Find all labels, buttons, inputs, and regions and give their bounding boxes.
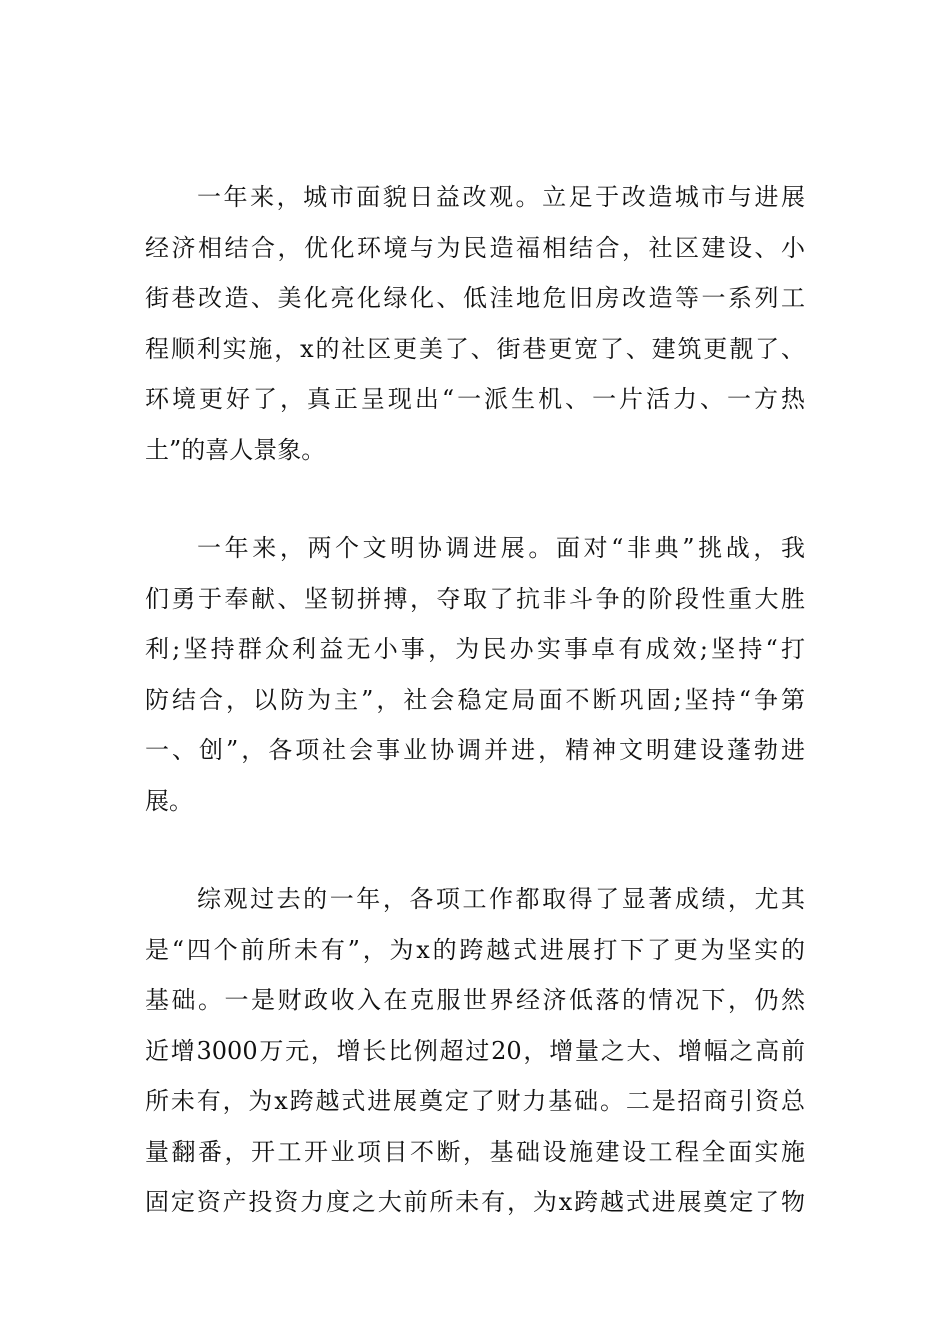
paragraph-line: 程顺利实施，x的社区更美了、街巷更宽了、建筑更靓了、	[145, 334, 805, 363]
paragraph-line: 们勇于奉献、坚韧拼搏，夺取了抗非斗争的阶段性重大胜	[145, 584, 805, 613]
paragraph-line: 量翻番，开工开业项目不断，基础设施建设工程全面实施	[145, 1137, 805, 1166]
paragraph-line: 环境更好了，真正呈现出“一派生机、一片活力、一方热	[145, 385, 805, 413]
paragraph-2	[145, 523, 805, 826]
paragraph-line: 街巷改造、美化亮化绿化、低洼地危旧房改造等一系列工	[145, 284, 805, 312]
paragraph-line: 基础。一是财政收入在克服世界经济低落的情况下，仍然	[145, 986, 805, 1014]
paragraph-3	[145, 874, 805, 1228]
paragraph-line: 是“四个前所未有”，为x的跨越式进展打下了更为坚实的	[145, 935, 805, 964]
paragraph-1	[145, 172, 805, 475]
paragraph-line: 土”的喜人景象。	[145, 435, 326, 464]
paragraph-line: 一、创”，各项社会事业协调并进，精神文明建设蓬勃进	[145, 736, 805, 764]
paragraph-line: 一年来，两个文明协调进展。面对“非典”挑战，我	[197, 534, 805, 562]
paragraph-line: 利;坚持群众利益无小事，为民办实事卓有成效;坚持“打	[145, 635, 805, 663]
paragraph-line: 经济相结合，优化环境与为民造福相结合，社区建设、小	[145, 233, 805, 262]
paragraph-line: 近增3000万元，增长比例超过20，增量之大、增幅之高前	[145, 1036, 805, 1065]
paragraph-line: 所未有，为x跨越式进展奠定了财力基础。二是招商引资总	[145, 1087, 805, 1115]
paragraph-line: 展。	[145, 786, 193, 815]
paragraph-line: 防结合，以防为主”，社会稳定局面不断巩固;坚持“争第	[145, 685, 805, 714]
paragraph-line: 一年来，城市面貌日益改观。立足于改造城市与进展	[197, 183, 805, 211]
paragraph-line: 综观过去的一年，各项工作都取得了显著成绩，尤其	[197, 885, 805, 913]
paragraph-line: 固定资产投资力度之大前所未有，为x跨越式进展奠定了物	[145, 1188, 805, 1216]
